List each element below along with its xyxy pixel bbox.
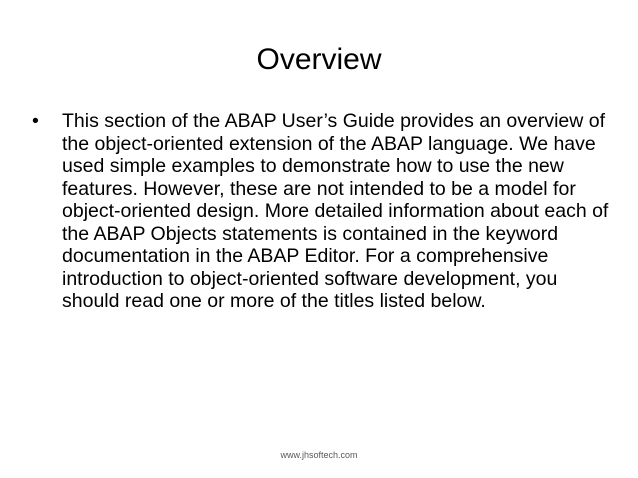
bullet-list (30, 110, 610, 313)
bullet-text: This section of the ABAP User’s Guide provides an overview of the object-oriented extension of the ABAP language. We have used simple examples to demonstrate how to use the new features. However, these are not intended to be a model for object-oriented design. More detailed information about each of the ABAP Objects statements is contained in the keyword documentation in the ABAP Editor. For a comprehensive introduction to object-oriented software development, you should read one or more of the titles listed below. (62, 110, 609, 312)
footer-url: www.jhsoftech.com (280, 450, 358, 460)
slide-title: Overview (256, 43, 382, 76)
bullet-item (30, 110, 610, 313)
bullet-dot-icon: • (32, 110, 39, 132)
